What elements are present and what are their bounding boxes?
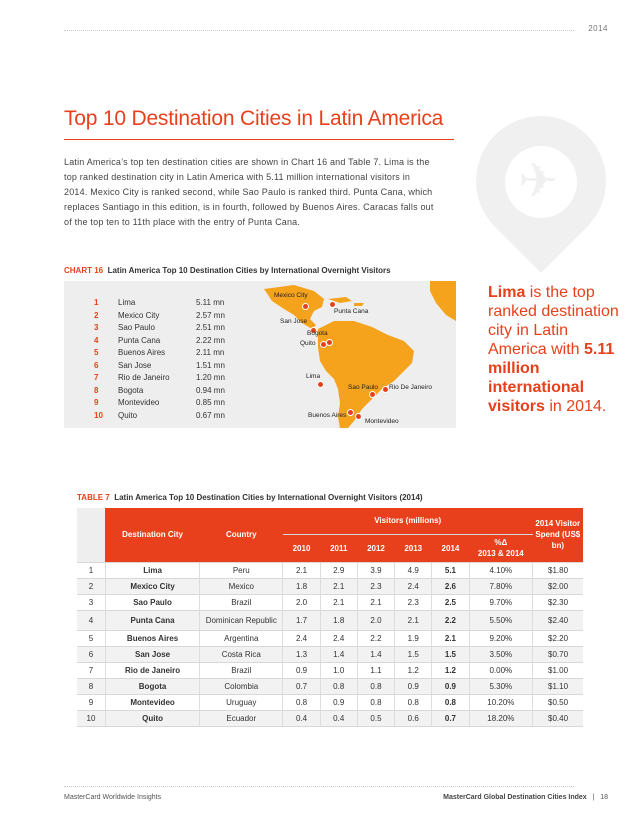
cell-country: Ecuador: [200, 710, 283, 726]
cell-rank: 5: [77, 630, 105, 646]
cell-city: Punta Cana: [105, 610, 199, 630]
cell-rank: 4: [77, 610, 105, 630]
change-header-line2: 2013 & 2014: [477, 549, 524, 558]
map-city-label: Quito: [300, 340, 316, 347]
cell-city: Rio de Janeiro: [105, 662, 199, 678]
cell-v2012: 0.8: [357, 678, 394, 694]
footer-publication: MasterCard Global Destination Cities Index: [443, 794, 587, 801]
cell-country: Colombia: [200, 678, 283, 694]
cell-v2011: 2.1: [320, 578, 357, 594]
cell-change: 0.00%: [469, 662, 533, 678]
cell-v2012: 1.1: [357, 662, 394, 678]
cell-city: Montevideo: [105, 694, 199, 710]
city-marker: [347, 409, 354, 416]
cell-v2013: 1.5: [395, 646, 432, 662]
year-header-2014: 2014: [432, 534, 469, 562]
cell-city: Buenos Aires: [105, 630, 199, 646]
city-marker: [302, 303, 309, 310]
cell-rank: 8: [77, 678, 105, 694]
cell-v2011: 2.9: [320, 562, 357, 578]
cell-rank: 10: [77, 710, 105, 726]
cell-v2014: 0.9: [432, 678, 469, 694]
cell-v2014: 1.5: [432, 646, 469, 662]
cell-v2011: 1.4: [320, 646, 357, 662]
cell-rank: 6: [77, 646, 105, 662]
ranking-rank: 1: [94, 298, 99, 307]
change-header: [469, 534, 533, 562]
ranking-value: 2.11 mn: [196, 348, 225, 357]
table-row: [77, 646, 583, 662]
ranking-city: Lima: [118, 298, 136, 307]
ranking-value: 1.20 mn: [196, 373, 225, 382]
cell-v2010: 0.9: [283, 662, 320, 678]
country-header: Country: [200, 508, 283, 562]
map-caribbean-island: [354, 303, 364, 306]
cell-v2012: 0.5: [357, 710, 394, 726]
map-city-label: San Jose: [280, 318, 308, 325]
intro-paragraph: Latin America’s top ten destination cities are shown in Chart 16 and Table 7. Lima is the top ranked destination city in Latin America with 5.11 million international visitors in 2014. Mexico City is ranked second, while Sao Paulo is ranked third. Punta Cana, which replaces Santiago in this edition, is in fourth, followed by Buenos Aires. Caracas falls out of the top ten to 11th place with the entry of Punta Cana.: [64, 157, 434, 227]
cell-v2011: 0.4: [320, 710, 357, 726]
cell-v2012: 2.0: [357, 610, 394, 630]
cell-change: 5.50%: [469, 610, 533, 630]
cell-v2014: 2.2: [432, 610, 469, 630]
map-city-label: Sao Paulo: [348, 384, 378, 391]
chart-title-text: Latin America Top 10 Destination Cities by International Overnight Visitors: [107, 266, 391, 275]
header-rule: [64, 30, 574, 31]
ranking-value: 2.57 mn: [196, 310, 225, 320]
cell-v2013: 2.4: [395, 578, 432, 594]
cell-v2014: 0.8: [432, 694, 469, 710]
ranking-rank: 7: [94, 373, 99, 382]
callout-figure: 5.11 million international visitors: [488, 341, 615, 415]
map-city-label: Rio De Janeiro: [389, 384, 432, 391]
header-year: 2014: [588, 24, 608, 33]
city-marker: [355, 413, 362, 420]
cell-spend: $2.00: [533, 578, 583, 594]
chart-title: [64, 266, 391, 275]
cell-v2014: 5.1: [432, 562, 469, 578]
map-city-label: Bogota: [307, 330, 328, 337]
cell-v2010: 0.8: [283, 694, 320, 710]
ranking-rank: 3: [94, 323, 99, 332]
cell-country: Brazil: [200, 594, 283, 610]
cell-v2011: 1.0: [320, 662, 357, 678]
cell-v2010: 0.4: [283, 710, 320, 726]
cell-city: Bogota: [105, 678, 199, 694]
cell-v2012: 2.2: [357, 630, 394, 646]
ranking-rank: 2: [94, 310, 99, 320]
table-row: [77, 710, 583, 726]
year-header-2013: 2013: [395, 534, 432, 562]
cell-v2014: 0.7: [432, 710, 469, 726]
cell-v2012: 1.4: [357, 646, 394, 662]
ranking-city: Quito: [118, 410, 138, 420]
city-marker: [317, 381, 324, 388]
footer-left: MasterCard Worldwide Insights: [64, 794, 162, 801]
callout-city: Lima: [488, 284, 526, 301]
table-row: [77, 678, 583, 694]
ranking-city: Mexico City: [118, 310, 160, 320]
cell-city: Quito: [105, 710, 199, 726]
cell-v2012: 0.8: [357, 694, 394, 710]
table-row: [77, 694, 583, 710]
cell-rank: 2: [77, 578, 105, 594]
cell-v2010: 1.7: [283, 610, 320, 630]
cell-v2013: 0.6: [395, 710, 432, 726]
table-body: [77, 562, 583, 726]
cell-v2011: 2.4: [320, 630, 357, 646]
ranking-value: 2.22 mn: [196, 335, 225, 345]
cell-change: 10.20%: [469, 694, 533, 710]
cell-change: 4.10%: [469, 562, 533, 578]
map-city-label: Lima: [306, 373, 321, 380]
cell-change: 18.20%: [469, 710, 533, 726]
ranking-rank: 10: [94, 410, 103, 420]
cell-change: 5.30%: [469, 678, 533, 694]
cell-country: Peru: [200, 562, 283, 578]
ranking-value: 1.51 mn: [196, 360, 225, 370]
ranking-city: Punta Cana: [118, 335, 161, 345]
cell-spend: $2.40: [533, 610, 583, 630]
cell-spend: $1.00: [533, 662, 583, 678]
cell-v2010: 1.8: [283, 578, 320, 594]
city-marker: [326, 339, 333, 346]
callout-mid: is the top ranked destination city in Latin America with: [488, 284, 619, 358]
cell-rank: 1: [77, 562, 105, 578]
cell-v2011: 0.8: [320, 678, 357, 694]
cell-spend: $1.10: [533, 678, 583, 694]
city-marker: [329, 301, 336, 308]
cell-country: Uruguay: [200, 694, 283, 710]
footer-rule: [64, 786, 574, 787]
ranking-city: Sao Paulo: [118, 323, 155, 332]
cell-country: Dominican Republic: [200, 610, 283, 630]
rank-header: [77, 508, 105, 562]
cell-v2011: 0.9: [320, 694, 357, 710]
ranking-rank: 5: [94, 348, 99, 357]
cell-v2012: 2.3: [357, 578, 394, 594]
cell-v2013: 4.9: [395, 562, 432, 578]
cell-city: Mexico City: [105, 578, 199, 594]
table-row: [77, 610, 583, 630]
cell-spend: $0.70: [533, 646, 583, 662]
change-header-line1: %Δ: [494, 538, 508, 547]
callout-end: in 2014.: [544, 398, 607, 415]
ranking-city: Montevideo: [118, 398, 160, 407]
table-title: [77, 493, 423, 502]
cell-v2012: 2.1: [357, 594, 394, 610]
cell-v2012: 3.9: [357, 562, 394, 578]
ranking-rank: 6: [94, 360, 99, 370]
cell-city: San Jose: [105, 646, 199, 662]
cell-spend: $0.50: [533, 694, 583, 710]
cell-v2013: 0.9: [395, 678, 432, 694]
footer-right: [443, 794, 608, 801]
table-row: [77, 662, 583, 678]
page-number: 18: [600, 794, 608, 801]
year-header-2012: 2012: [357, 534, 394, 562]
chart-panel: [64, 281, 456, 428]
table-title-text: Latin America Top 10 Destination Cities by International Overnight Visitors (2014): [114, 493, 423, 502]
cell-v2010: 2.0: [283, 594, 320, 610]
visitors-header: Visitors (millions): [283, 508, 533, 534]
cell-spend: $0.40: [533, 710, 583, 726]
ranking-value: 0.85 mn: [196, 398, 225, 407]
cell-change: 7.80%: [469, 578, 533, 594]
table-row: [77, 594, 583, 610]
destination-header: Destination City: [105, 508, 199, 562]
cell-change: 9.70%: [469, 594, 533, 610]
cell-v2010: 0.7: [283, 678, 320, 694]
table-label: TABLE 7: [77, 493, 110, 502]
city-marker: [320, 341, 327, 348]
ranking-value: 2.51 mn: [196, 323, 225, 332]
footer-separator: |: [592, 794, 595, 801]
ranking-city: Bogota: [118, 385, 144, 395]
ranking-value: 0.94 mn: [196, 385, 225, 395]
cell-country: Mexico: [200, 578, 283, 594]
cell-change: 3.50%: [469, 646, 533, 662]
ranking-city: Buenos Aires: [118, 348, 166, 357]
ranking-value: 5.11 mn: [196, 298, 225, 307]
cell-v2010: 1.3: [283, 646, 320, 662]
cell-city: Lima: [105, 562, 199, 578]
cell-v2010: 2.1: [283, 562, 320, 578]
ranking-value: 0.67 mn: [196, 410, 225, 420]
cell-spend: $2.20: [533, 630, 583, 646]
map-africa-edge: [430, 281, 456, 321]
cell-v2014: 2.5: [432, 594, 469, 610]
cell-v2013: 1.9: [395, 630, 432, 646]
cell-rank: 3: [77, 594, 105, 610]
latin-america-map: [254, 281, 456, 428]
city-marker: [382, 386, 389, 393]
ranking-city: San Jose: [118, 360, 152, 370]
chart-label: CHART 16: [64, 266, 104, 275]
cell-country: Costa Rica: [200, 646, 283, 662]
map-city-label: Mexico City: [274, 292, 308, 299]
cell-v2014: 2.6: [432, 578, 469, 594]
cell-spend: $2.30: [533, 594, 583, 610]
title-underline: [64, 139, 454, 140]
ranking-rank: 9: [94, 398, 99, 407]
year-header-2010: 2010: [283, 534, 320, 562]
cell-spend: $1.80: [533, 562, 583, 578]
plane-icon: ✈: [518, 155, 559, 208]
page-title: Top 10 Destination Cities in Latin America: [64, 107, 444, 130]
cell-city: Sao Paulo: [105, 594, 199, 610]
table-row: [77, 630, 583, 646]
cell-v2010: 2.4: [283, 630, 320, 646]
cell-v2014: 1.2: [432, 662, 469, 678]
cell-v2014: 2.1: [432, 630, 469, 646]
ranking-rank: 4: [94, 335, 99, 345]
cell-country: Argentina: [200, 630, 283, 646]
year-header-2011: 2011: [320, 534, 357, 562]
cell-change: 9.20%: [469, 630, 533, 646]
cell-v2011: 2.1: [320, 594, 357, 610]
map-city-label: Buenos Aires: [308, 412, 347, 419]
table-row: [77, 578, 583, 594]
ranking-city: Rio de Janeiro: [118, 373, 170, 382]
cell-v2013: 0.8: [395, 694, 432, 710]
callout-text: [488, 283, 628, 416]
spend-header: 2014 Visitor Spend (US$ bn): [533, 508, 583, 562]
cell-rank: 9: [77, 694, 105, 710]
map-city-label: Punta Cana: [334, 308, 369, 315]
ranking-rank: 8: [94, 385, 99, 395]
map-city-label: Montevideo: [365, 418, 399, 425]
cell-v2013: 1.2: [395, 662, 432, 678]
city-marker: [369, 391, 376, 398]
cell-rank: 7: [77, 662, 105, 678]
cell-country: Brazil: [200, 662, 283, 678]
cell-v2013: 2.1: [395, 610, 432, 630]
cell-v2013: 2.3: [395, 594, 432, 610]
table-row: [77, 562, 583, 578]
destination-table: [77, 508, 583, 727]
cell-v2011: 1.8: [320, 610, 357, 630]
